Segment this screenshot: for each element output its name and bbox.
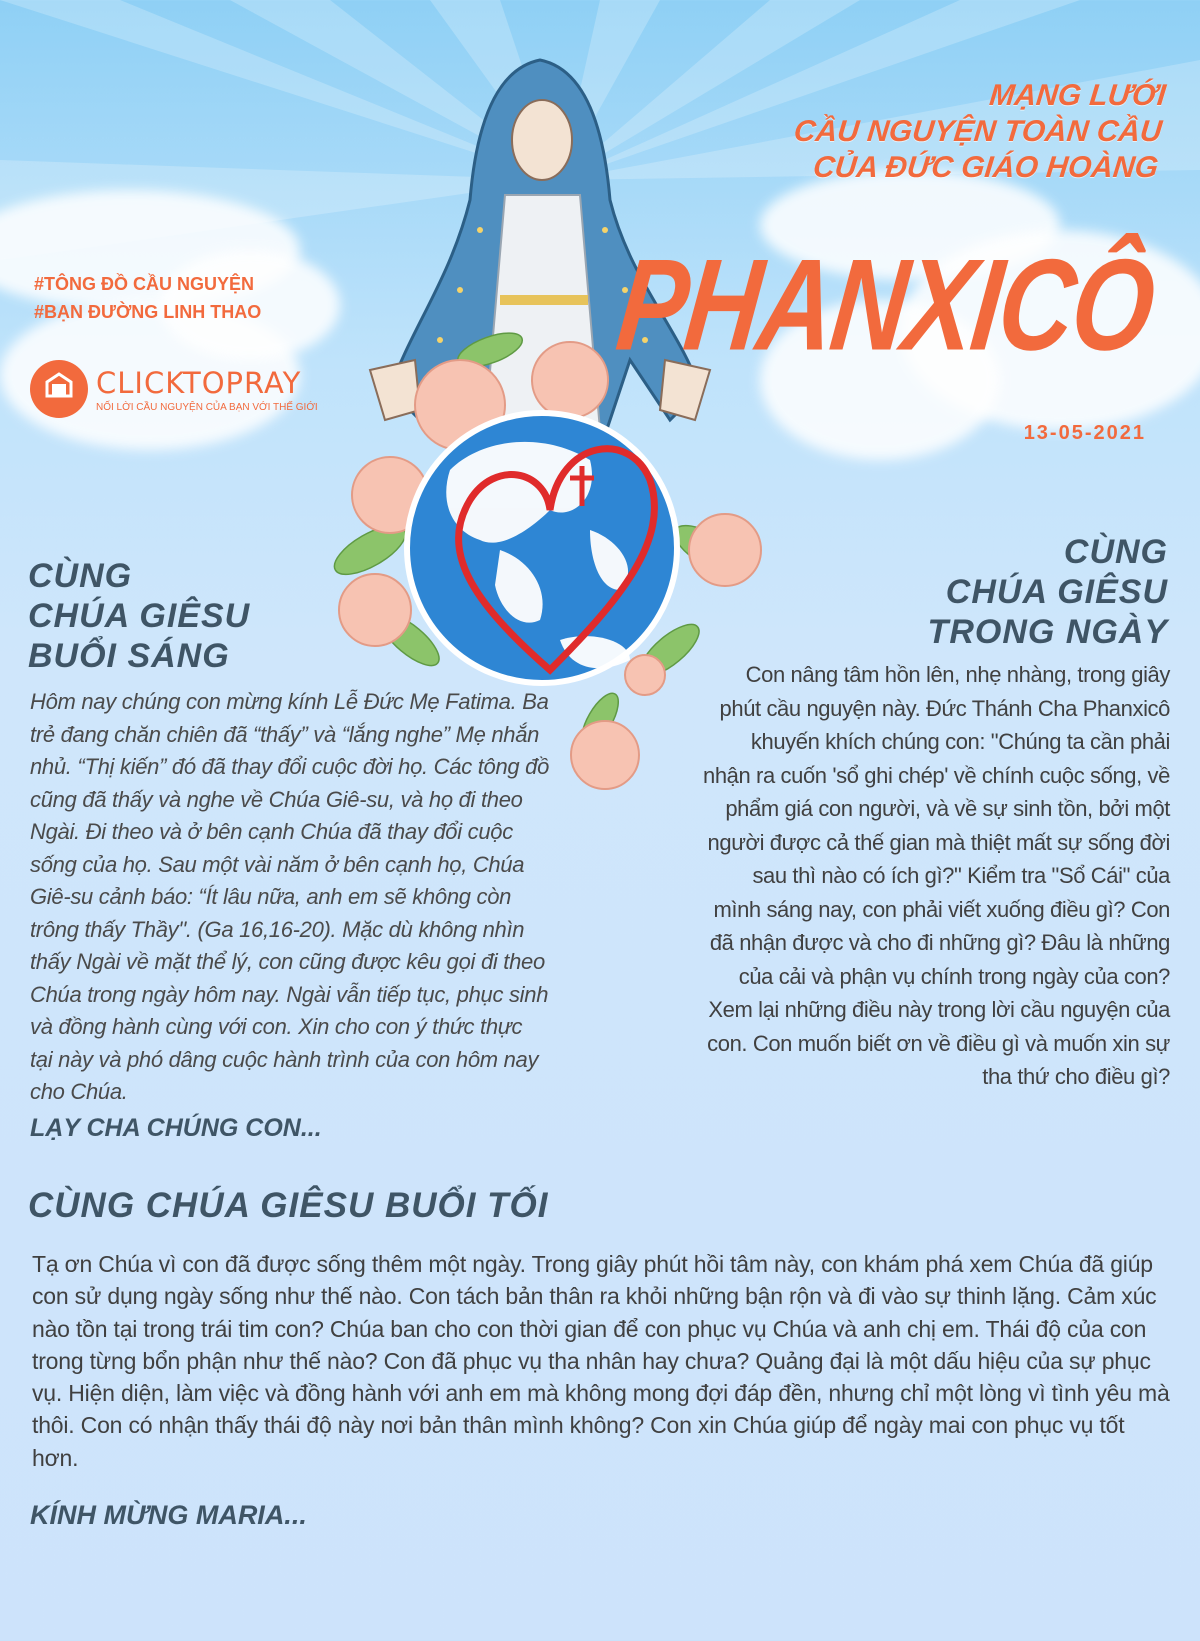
logo-name: CLICKTOPRAY xyxy=(96,365,302,400)
day-text: Con nâng tâm hồn lên, nhẹ nhàng, trong giây phút cầu nguyện này. Đức Thánh Cha Phanxicô khuyến khích chúng con: "Chúng ta cần phải nhận ra cuốn 'sổ ghi chép' về chính cuộc sống, về phẩm giá con người, và về sự sinh tồn, bởi một người được cả thế gian mà thiệt mất sự sống đời sau thì nào có ích gì?" Kiểm tra "Sổ Cái" của mình sáng nay, con phải viết xuống điều gì? Con đã nhận được và cho đi những gì? Đâu là những của cải và phận vụ chính trong ngày của con? Xem lại những điều này trong lời cầu nguyện của con. Con muốn biết ơn về điều gì và muốn xin sự tha thứ cho điều gì? xyxy=(702,662,1170,1089)
pope-name: PHANXICÔ xyxy=(610,233,1160,379)
rose xyxy=(625,655,665,695)
mary-face xyxy=(512,100,572,180)
day-heading-line: CHÚA GIÊSU xyxy=(945,573,1168,611)
morning-heading xyxy=(28,556,250,676)
rose xyxy=(532,342,608,418)
date: 13-05-2021 xyxy=(1023,422,1146,444)
rose xyxy=(571,721,639,789)
logo-tagline: NỐI LỜI CẦU NGUYỆN CỦA BẠN VỚI THẾ GIỚI xyxy=(96,401,318,413)
network-title xyxy=(789,78,1168,186)
morning-text: Hôm nay chúng con mừng kính Lễ Đức Mẹ Fatima. Ba trẻ đang chăn chiên đã “thấy” và “lắng nghe” Mẹ nhắn nhủ. “Thị kiến” đó đã thay đổi cuộc đời họ. Các tông đồ cũng đã thấy và nghe về Chúa Giê-su, và họ đi theo Ngài. Đi theo và ở bên cạnh Chúa đã thay đổi cuộc sống của họ. Sau một vài năm ở bên cạnh họ, Chúa Giê-su cảnh báo: “Ít lâu nữa, anh em sẽ không còn trông thấy Thầy". (Ga 16,16-20). Mặc dù không nhìn thấy Ngài về mặt thể lý, con cũng được kêu gọi đi theo Chúa trong ngày hôm nay. Ngài vẫn tiếp tục, phục sinh và đồng hành cùng với con. Xin cho con ý thức thực tại này và phó dâng cuộc hành trình của con hôm nay cho Chúa. xyxy=(30,689,550,1104)
network-title-line: CẦU NGUYỆN TOÀN CẦU xyxy=(792,115,1164,148)
evening-heading: CÙNG CHÚA GIÊSU BUỔI TỐI xyxy=(28,1186,549,1225)
day-heading-line: CÙNG xyxy=(1063,533,1168,571)
clicktopray-logo-icon xyxy=(30,360,88,418)
network-title-line: CỦA ĐỨC GIÁO HOÀNG xyxy=(811,151,1161,184)
rose xyxy=(689,514,761,586)
mary-belt xyxy=(500,295,588,305)
evening-closing: KÍNH MỪNG MARIA... xyxy=(30,1500,307,1530)
morning-heading-line: BUỔI SÁNG xyxy=(28,637,230,675)
hashtag-prayer-apostles: #TÔNG ĐỒ CẦU NGUYỆN xyxy=(34,274,255,294)
morning-heading-line: CHÚA GIÊSU xyxy=(28,597,251,635)
clicktopray-logo xyxy=(30,360,318,418)
network-title-line: MẠNG LƯỚI xyxy=(988,79,1168,112)
morning-heading-line: CÙNG xyxy=(28,557,133,595)
morning-closing: LẠY CHA CHÚNG CON... xyxy=(30,1114,322,1142)
evening-text: Tạ ơn Chúa vì con đã được sống thêm một ngày. Trong giây phút hồi tâm này, con khám phá xem Chúa đã giúp con sử dụng ngày sống như thế nào. Con tách bản thân ra khỏi những bận rộn và đi vào sự thinh lặng. Cảm xúc nào tồn tại trong trái tim con? Chúa ban cho con thời gian để con phục vụ Chúa và anh chị em. Thái độ của con trong từng bổn phận như thế nào? Con đã phục vụ tha nhân hay chưa? Quảng đại là một dấu hiệu của sự phục vụ. Hiện diện, làm việc và đồng hành với anh em mà không mong đợi đáp đền, nhưng chỉ một lòng vì tình yêu mà thôi. Con có nhận thấy thái độ này nơi bản thân mình không? Con xin Chúa giúp để ngày mai con phục vụ tốt hơn. xyxy=(32,1251,1170,1471)
hashtag-spiritual-companion: #BẠN ĐƯỜNG LINH THAO xyxy=(34,302,262,322)
mary-hand xyxy=(370,360,420,420)
day-heading xyxy=(928,532,1168,652)
rose xyxy=(339,574,411,646)
hashtags xyxy=(34,270,261,326)
day-heading-line: TRONG NGÀY xyxy=(927,613,1168,651)
